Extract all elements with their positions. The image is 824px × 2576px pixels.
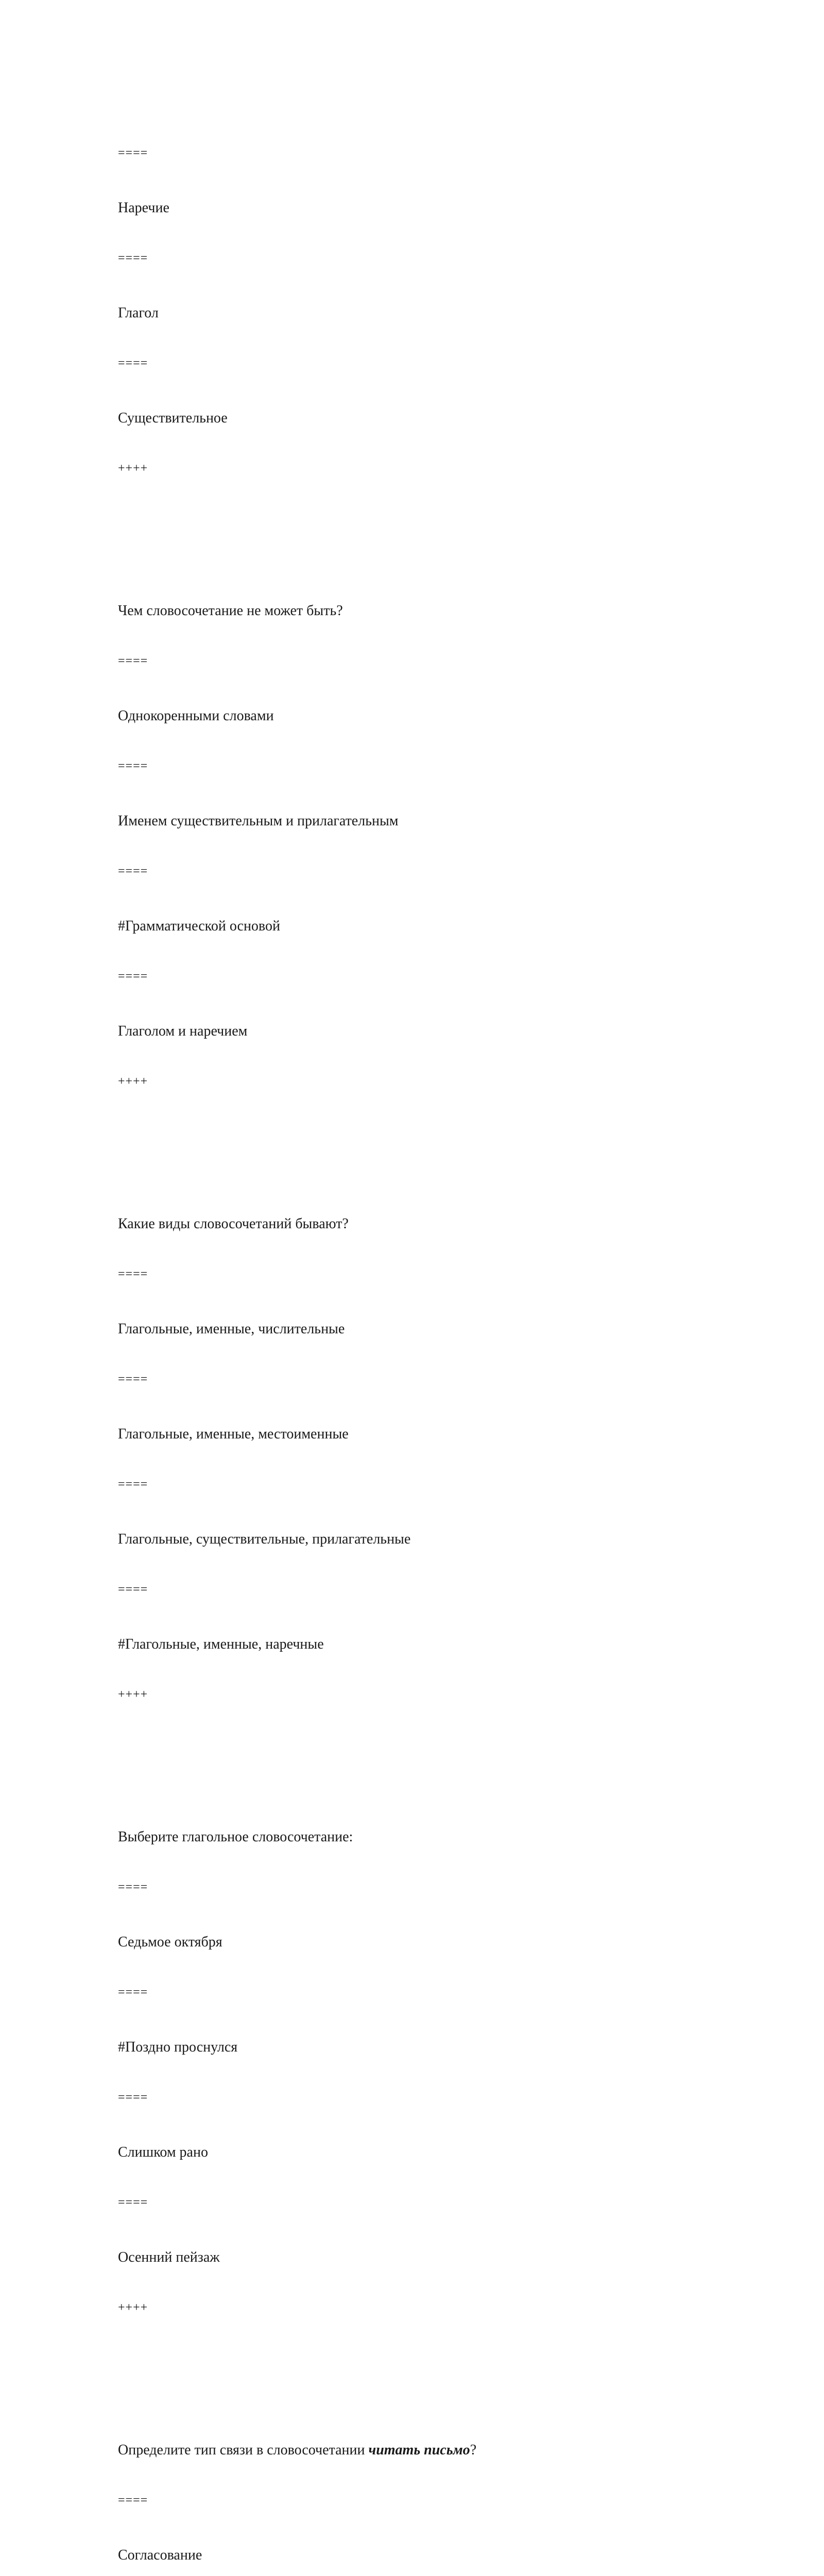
option-separator: ==== [118, 1267, 148, 1281]
option-separator: ==== [118, 2196, 148, 2209]
answer-option: Глагольные, именные, местоименные [118, 1426, 349, 1442]
blank-line [118, 1741, 579, 1758]
option-separator: ==== [118, 865, 148, 878]
option-separator: ==== [118, 1880, 148, 1894]
question-emphasis: читать письмо [368, 2442, 470, 2458]
blank-line [118, 1128, 579, 1145]
answer-option-correct: #Глагольные, именные, наречные [118, 1636, 324, 1652]
document-text [118, 77, 579, 2576]
option-separator: ==== [118, 759, 148, 773]
option-separator: ==== [118, 1372, 148, 1386]
option-separator: ==== [118, 251, 148, 265]
block-end-marker: ++++ [118, 1688, 148, 1701]
blank-line [118, 2354, 579, 2371]
option-separator: ==== [118, 1583, 148, 1596]
block-end-marker: ++++ [118, 1075, 148, 1088]
answer-option: Глагольные, именные, числительные [118, 1321, 345, 1337]
answer-option: Седьмое октября [118, 1934, 222, 1950]
block-end-marker: ++++ [118, 2301, 148, 2314]
answer-option: Осенний пейзаж [118, 2249, 220, 2265]
answer-option: Глагольные, существительные, прилагательные [118, 1531, 411, 1547]
answer-option: Однокоренными словами [118, 708, 274, 724]
option-separator: ==== [118, 2494, 148, 2507]
question-text: Выберите глагольное словосочетание: [118, 1829, 353, 1845]
answer-option: Наречие [118, 200, 169, 216]
answer-option-correct: #Поздно проснулся [118, 2039, 238, 2055]
answer-option: Глагол [118, 305, 159, 321]
answer-option: Именем существительным и прилагательным [118, 813, 399, 829]
option-separator: ==== [118, 146, 148, 160]
question-prefix: Определите тип связи в словосочетании [118, 2442, 369, 2458]
answer-option: Существительное [118, 410, 228, 426]
question-text: Какие виды словосочетаний бывают? [118, 1216, 349, 1232]
blank-line [118, 515, 579, 532]
option-separator: ==== [118, 1478, 148, 1491]
option-separator: ==== [118, 970, 148, 983]
answer-option: Глаголом и наречием [118, 1023, 248, 1039]
answer-option: Слишком рано [118, 2144, 208, 2160]
answer-option: Согласование [118, 2547, 202, 2563]
question-text: Чем словосочетание не может быть? [118, 603, 343, 619]
answer-option-correct: #Грамматической основой [118, 918, 280, 934]
option-separator: ==== [118, 654, 148, 668]
question-text [118, 2442, 579, 2459]
option-separator: ==== [118, 2091, 148, 2104]
option-separator: ==== [118, 1986, 148, 1999]
question-suffix: ? [470, 2442, 477, 2458]
block-end-marker: ++++ [118, 462, 148, 475]
option-separator: ==== [118, 357, 148, 370]
